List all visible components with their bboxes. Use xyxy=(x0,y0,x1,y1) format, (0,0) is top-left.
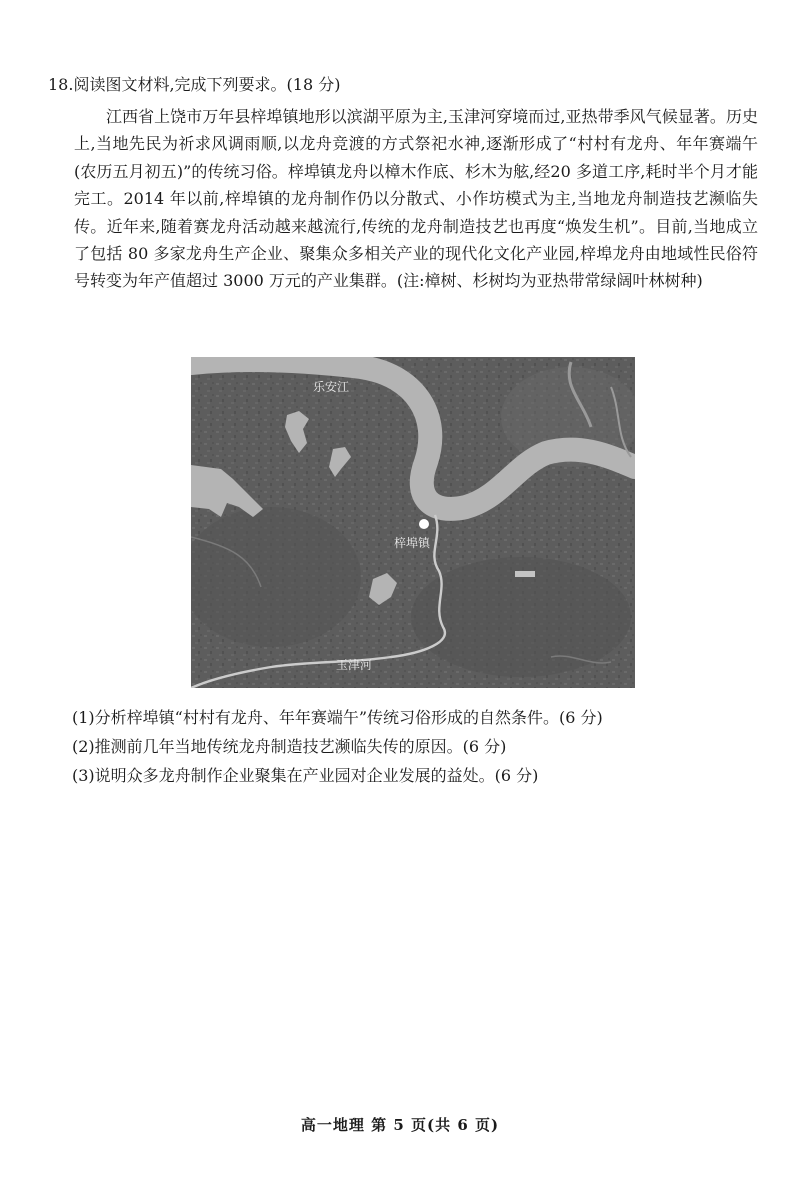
label-river-yujin: 玉津河 xyxy=(336,658,373,672)
page-footer: 高一地理 第 5 页(共 6 页) xyxy=(300,1116,500,1134)
map-svg xyxy=(191,357,635,688)
question-passage: 江西省上饶市万年县梓埠镇地形以滨湖平原为主,玉津河穿境而过,亚热带季风气候显著。历史上,当地先民为祈求风调雨顺,以龙舟竞渡的方式祭祀水神,逐渐形成了“村村有龙舟、年年赛端午(农历五月初五)”的传统习俗。梓埠镇龙舟以樟木作底、杉木为舷,经20 多道工序,耗时半个月才能完工。2014 年以前,梓埠镇的龙舟制作仍以分散式、小作坊模式为主,当地龙舟制造技艺濒临失传。近年来,随着赛龙舟活动越来越流行,传统的龙舟制造技艺也再度“焕发生机”。目前,当地成立了包括 80 多家龙舟生产企业、聚集众多相关产业的现代化文化产业园,梓埠龙舟由地域性民俗符号转变为年产值超过 3000 万元的产业集群。(注:樟树、杉树均为亚热带常绿阔叶林树种) xyxy=(74,107,758,291)
sub-question-3: (3)说明众多龙舟制作企业聚集在产业园对企业发展的益处。(6 分) xyxy=(72,766,539,785)
sub-question-2: (2)推测前几年当地传统龙舟制造技艺濒临失传的原因。(6 分) xyxy=(72,737,507,756)
town-marker xyxy=(419,519,429,529)
sub-questions xyxy=(72,703,762,790)
satellite-map xyxy=(191,357,635,688)
sub-question-1: (1)分析梓埠镇“村村有龙舟、年年赛端午”传统习俗形成的自然条件。(6 分) xyxy=(72,708,603,727)
label-town: 梓埠镇 xyxy=(394,536,431,550)
label-river-le-an: 乐安江 xyxy=(313,380,350,394)
lake-small xyxy=(515,571,535,577)
question-header: 18.阅读图文材料,完成下列要求。(18 分) xyxy=(48,75,341,94)
